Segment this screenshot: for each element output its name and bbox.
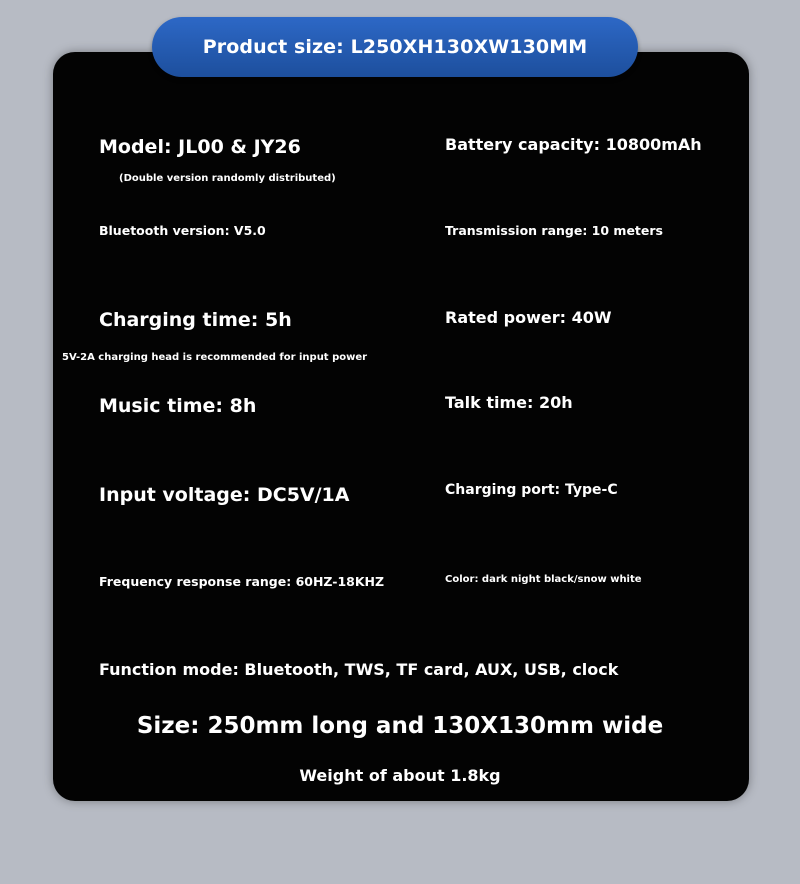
input-voltage-label: Input voltage: DC5V/1A (99, 484, 350, 506)
talk-time-label: Talk time: 20h (445, 393, 573, 412)
bluetooth-version-label: Bluetooth version: V5.0 (99, 223, 266, 238)
frequency-response-label: Frequency response range: 60HZ-18KHZ (99, 574, 385, 589)
product-size-badge (152, 17, 638, 77)
music-time-label: Music time: 8h (99, 395, 257, 417)
model-label: Model: JL00 & JY26 (99, 136, 301, 158)
weight-summary: Weight of about 1.8kg (299, 766, 501, 785)
charging-time-label: Charging time: 5h (99, 309, 292, 331)
size-summary: Size: 250mm long and 130X130mm wide (136, 713, 664, 739)
spec-panel (53, 52, 749, 801)
battery-capacity-label: Battery capacity: 10800mAh (445, 135, 702, 154)
charging-note: 5V-2A charging head is recommended for input power (62, 352, 368, 363)
function-mode-label: Function mode: Bluetooth, TWS, TF card, AUX, USB, clock (99, 660, 619, 679)
model-note: (Double version randomly distributed) (119, 173, 336, 184)
rated-power-label: Rated power: 40W (445, 308, 612, 327)
color-label: Color: dark night black/snow white (445, 574, 642, 585)
product-size-label: Product size: L250XH130XW130MM (202, 36, 588, 58)
transmission-range-label: Transmission range: 10 meters (445, 223, 663, 238)
charging-port-label: Charging port: Type-C (445, 482, 618, 498)
